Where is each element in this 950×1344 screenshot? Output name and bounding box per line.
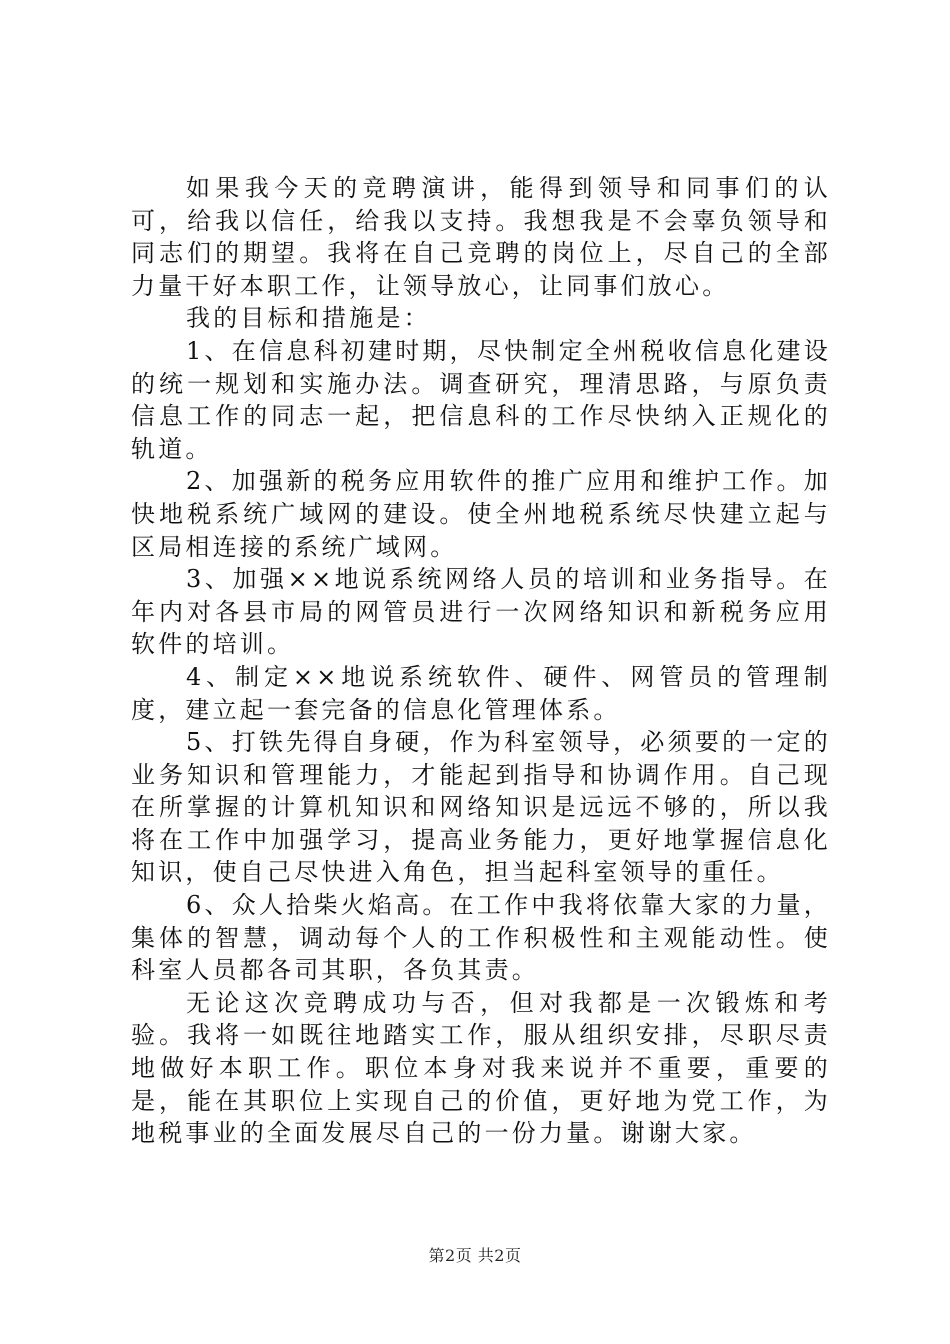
paragraph-item-2: 2、加强新的税务应用软件的推广应用和维护工作。加快地税系统广域网的建设。使全州地税系统尽快建立起与区局相连接的系统广域网。 — [131, 467, 831, 561]
paragraph-closing: 无论这次竞聘成功与否，但对我都是一次锻炼和考验。我将一如既往地踏实工作，服从组织安排，尽职尽责地做好本职工作。职位本身对我来说并不重要，重要的是，能在其职位上实现自己的价值，更好地为党工作，为地税事业的全面发展尽自己的一份力量。谢谢大家。 — [131, 988, 831, 1148]
paragraph-item-3: 3、加强××地说系统网络人员的培训和业务指导。在年内对各县市局的网管员进行一次网络知识和新税务应用软件的培训。 — [131, 565, 831, 659]
paragraph-item-5: 5、打铁先得自身硬，作为科室领导，必须要的一定的业务知识和管理能力，才能起到指导和协调作用。自己现在所掌握的计算机知识和网络知识是远远不够的，所以我将在工作中加强学习，提高业务能力，更好地掌握信息化知识，使自己尽快进入角色，担当起科室领导的重任。 — [131, 728, 831, 887]
document-body — [131, 172, 831, 1150]
paragraph-item-4: 4、制定××地说系统软件、硬件、网管员的管理制度，建立起一套完备的信息化管理体系。 — [131, 662, 831, 724]
page-footer: 第2页 共2页 — [428, 1246, 522, 1265]
paragraph-goals-heading: 我的目标和措施是： — [186, 304, 431, 333]
paragraph-item-1: 1、在信息科初建时期，尽快制定全州税收信息化建设的统一规划和实施办法。调查研究，理清思路，与原负责信息工作的同志一起，把信息科的工作尽快纳入正规化的轨道。 — [131, 336, 831, 463]
paragraph-item-6: 6、众人拾柴火焰高。在工作中我将依靠大家的力量，集体的智慧，调动每个人的工作积极性和主观能动性。使科室人员都各司其职，各负其责。 — [131, 891, 831, 985]
paragraph-opening: 如果我今天的竞聘演讲，能得到领导和同事们的认可，给我以信任，给我以支持。我想我是不会辜负领导和同志们的期望。我将在自己竞聘的岗位上，尽自己的全部力量干好本职工作，让领导放心，让同事们放心。 — [131, 174, 831, 300]
